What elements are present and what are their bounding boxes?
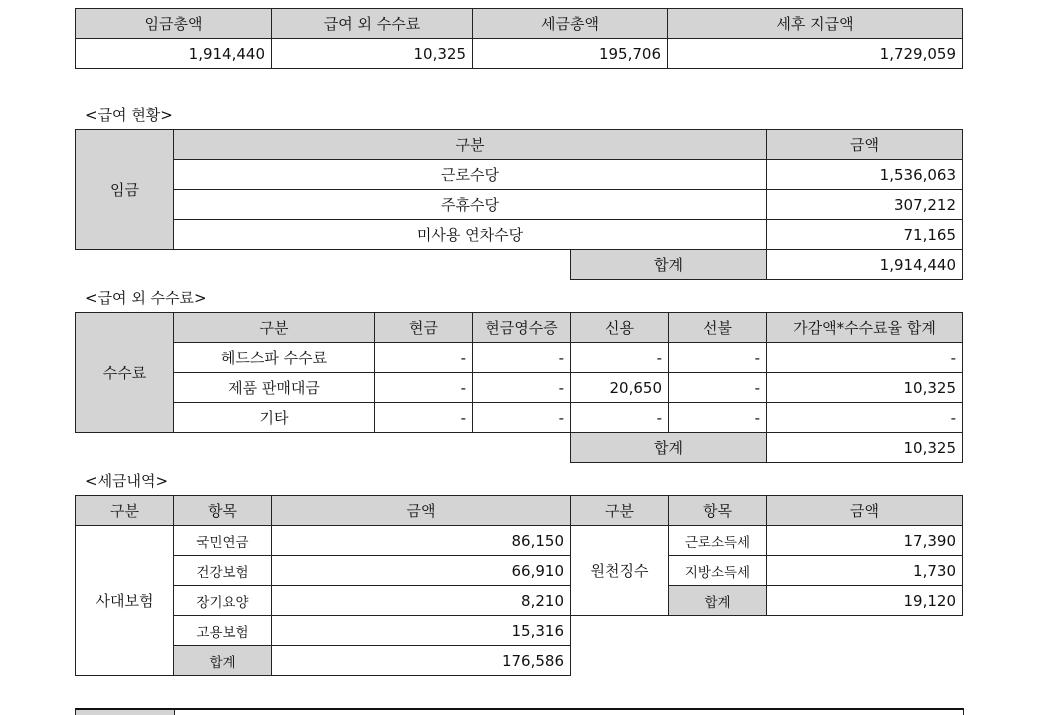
summary-value-tax: 195,706 xyxy=(473,39,668,69)
summary-value-net: 1,729,059 xyxy=(668,39,963,69)
insurance-total-value: 176,586 xyxy=(272,646,571,676)
spacer xyxy=(571,616,963,646)
spacer xyxy=(76,433,571,463)
fee-item-cash: - xyxy=(375,373,473,403)
fee-header-cash: 현금 xyxy=(375,313,473,343)
insurance-total-row xyxy=(76,646,963,676)
fee-item-receipt: - xyxy=(473,373,571,403)
wage-header-amount: 금액 xyxy=(767,130,963,160)
wage-total-value: 1,914,440 xyxy=(767,250,963,280)
wage-item-amount: 71,165 xyxy=(767,220,963,250)
fee-section-title: <급여 외 수수료> xyxy=(85,289,207,307)
summary-header-row xyxy=(76,9,963,39)
fee-item-name: 제품 판매대금 xyxy=(174,373,375,403)
fee-item-cash: - xyxy=(375,343,473,373)
insurance-amount: 86,150 xyxy=(272,526,571,556)
tax-header-category-right: 구분 xyxy=(571,496,669,526)
fee-item-credit: - xyxy=(571,343,669,373)
tax-header-amount-left: 금액 xyxy=(272,496,571,526)
tax-header-amount-right: 금액 xyxy=(767,496,963,526)
withholding-label: 원천징수 xyxy=(571,526,669,616)
fee-header-receipt: 현금영수증 xyxy=(473,313,571,343)
summary-header-net: 세후 지급액 xyxy=(668,9,963,39)
spacer xyxy=(571,646,963,676)
fee-header-credit: 신용 xyxy=(571,313,669,343)
wage-total-row xyxy=(76,250,963,280)
insurance-label: 사대보험 xyxy=(76,526,174,676)
withholding-item: 근로소득세 xyxy=(669,526,767,556)
summary-header-fee: 급여 외 수수료 xyxy=(272,9,473,39)
fee-item-cash: - xyxy=(375,403,473,433)
summary-header-wage-total: 임금총액 xyxy=(76,9,272,39)
fee-item-sum: - xyxy=(767,343,963,373)
fee-item-sum: 10,325 xyxy=(767,373,963,403)
summary-header-tax: 세금총액 xyxy=(473,9,668,39)
table-row xyxy=(76,220,963,250)
fee-item-sum: - xyxy=(767,403,963,433)
summary-value-wage-total: 1,914,440 xyxy=(76,39,272,69)
wage-item-name: 근로수당 xyxy=(174,160,767,190)
table-row xyxy=(76,343,963,373)
fee-row-label: 수수료 xyxy=(76,313,174,433)
wage-row-label: 임금 xyxy=(76,130,174,250)
insurance-amount: 66,910 xyxy=(272,556,571,586)
wage-header-row xyxy=(76,130,963,160)
wage-item-amount: 1,536,063 xyxy=(767,160,963,190)
table-row xyxy=(76,556,963,586)
table-row xyxy=(76,526,963,556)
tax-header-item-right: 항목 xyxy=(669,496,767,526)
fee-header-row xyxy=(76,313,963,343)
withholding-item: 지방소득세 xyxy=(669,556,767,586)
wage-total-label: 합계 xyxy=(571,250,767,280)
insurance-item: 장기요양 xyxy=(174,586,272,616)
fee-header-sum: 가감액*수수료율 합계 xyxy=(767,313,963,343)
fee-item-receipt: - xyxy=(473,403,571,433)
fee-item-credit: - xyxy=(571,403,669,433)
fee-item-prepaid: - xyxy=(669,373,767,403)
wage-header-category: 구분 xyxy=(174,130,767,160)
fee-item-credit: 20,650 xyxy=(571,373,669,403)
insurance-total-label: 합계 xyxy=(174,646,272,676)
fee-header-category: 구분 xyxy=(174,313,375,343)
fee-item-prepaid: - xyxy=(669,343,767,373)
summary-value-row xyxy=(76,39,963,69)
table-row xyxy=(76,586,963,616)
table-row xyxy=(76,373,963,403)
fee-item-name: 기타 xyxy=(174,403,375,433)
wage-item-name: 미사용 연차수당 xyxy=(174,220,767,250)
wage-item-amount: 307,212 xyxy=(767,190,963,220)
tax-header-item-left: 항목 xyxy=(174,496,272,526)
fee-item-name: 헤드스파 수수료 xyxy=(174,343,375,373)
insurance-item: 고용보험 xyxy=(174,616,272,646)
withholding-total-value: 19,120 xyxy=(767,586,963,616)
insurance-item: 건강보험 xyxy=(174,556,272,586)
table-row xyxy=(76,403,963,433)
spacer xyxy=(76,250,571,280)
fee-header-prepaid: 선불 xyxy=(669,313,767,343)
table-row xyxy=(76,160,963,190)
wage-table xyxy=(75,129,963,280)
tax-section-title: <세금내역> xyxy=(85,472,169,490)
withholding-amount: 17,390 xyxy=(767,526,963,556)
fee-total-label: 합계 xyxy=(571,433,767,463)
fee-item-receipt: - xyxy=(473,343,571,373)
summary-value-fee: 10,325 xyxy=(272,39,473,69)
wage-section-title: <급여 현황> xyxy=(85,106,173,124)
fee-total-value: 10,325 xyxy=(767,433,963,463)
fee-total-row xyxy=(76,433,963,463)
withholding-amount: 1,730 xyxy=(767,556,963,586)
table-row xyxy=(76,190,963,220)
fee-table xyxy=(75,312,963,463)
insurance-item: 국민연금 xyxy=(174,526,272,556)
tax-header-row xyxy=(76,496,963,526)
withholding-total-label: 합계 xyxy=(669,586,767,616)
insurance-amount: 8,210 xyxy=(272,586,571,616)
next-table-edge xyxy=(75,708,964,715)
insurance-amount: 15,316 xyxy=(272,616,571,646)
wage-item-name: 주휴수당 xyxy=(174,190,767,220)
tax-header-category-left: 구분 xyxy=(76,496,174,526)
table-row xyxy=(76,616,963,646)
fee-item-prepaid: - xyxy=(669,403,767,433)
summary-table xyxy=(75,8,963,69)
tax-table xyxy=(75,495,963,676)
